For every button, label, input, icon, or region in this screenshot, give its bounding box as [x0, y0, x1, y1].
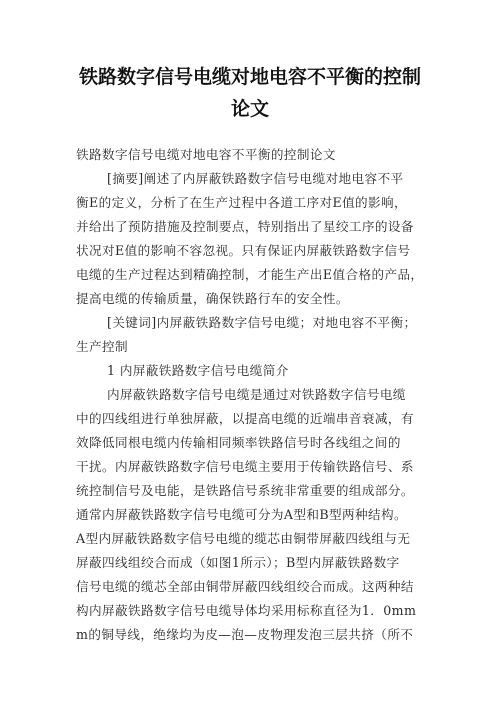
body-paragraph-line: 信号电缆的缆芯全部由铜带屏蔽四线组绞合而成。这两种结: [76, 579, 414, 594]
abstract-line: 提高电缆的传输质量，确保铁路行车的安全性。: [76, 291, 349, 306]
abstract-line: 衡E的定义，分析了在生产过程中各道工序对E值的影响，: [76, 195, 408, 210]
keywords-line: [关键词]内屏蔽铁路数字信号电缆；对地电容不平衡；: [107, 315, 417, 330]
keywords-line: 生产控制: [76, 339, 128, 354]
body-paragraph-line: 效降低同根电缆内传输相同频率铁路信号时各线组之间的: [76, 435, 401, 450]
abstract-line: 状况对E值的影响不容忽视。只有保证内屏蔽铁路数字信号: [76, 243, 411, 258]
body-paragraph-line: 内屏蔽铁路数字信号电缆是通过对铁路数字信号电缆: [107, 387, 406, 402]
document-title-line-1: 铁路数字信号电缆对地电容不平衡的控制: [78, 66, 421, 88]
body-paragraph-line: 通常内屏蔽铁路数字信号电缆可分为A型和B型两种结构。: [76, 507, 407, 522]
abstract-line: [摘要]阐述了内屏蔽铁路数字信号电缆对地电容不平: [107, 171, 404, 186]
body-paragraph-line: A型内屏蔽铁路数字信号电缆的缆芯由铜带屏蔽四线组与无: [76, 531, 411, 546]
body-paragraph-line: 屏蔽四线组绞合而成（如图1所示）；B型内屏蔽铁路数字: [76, 555, 400, 570]
doc-heading-repeat: 铁路数字信号电缆对地电容不平衡的控制论文: [76, 147, 336, 162]
body-paragraph-line: m的铜导线，绝缘均为皮—泡—皮物理发泡三层共挤（所不: [76, 627, 414, 642]
body-paragraph-line: 构内屏蔽铁路数字信号电缆导体均采用标称直径为1．0mm: [76, 603, 417, 618]
body-paragraph-line: 干扰。内屏蔽铁路数字信号电缆主要用于传输铁路信号、系: [76, 459, 414, 474]
abstract-line: 电缆的生产过程达到精确控制，才能生产出E值合格的产品，: [76, 267, 424, 282]
section-heading: 1 内屏蔽铁路数字信号电缆简介: [107, 363, 289, 378]
abstract-line: 并给出了预防措施及控制要点，特别指出了星绞工序的设备: [76, 219, 414, 234]
body-paragraph-line: 中的四线组进行单独屏蔽，以提高电缆的近端串音衰减，有: [76, 411, 414, 426]
body-paragraph-line: 统控制信号及电能，是铁路信号系统非常重要的组成部分。: [76, 483, 414, 498]
document-title-line-2: 论文: [230, 98, 269, 120]
